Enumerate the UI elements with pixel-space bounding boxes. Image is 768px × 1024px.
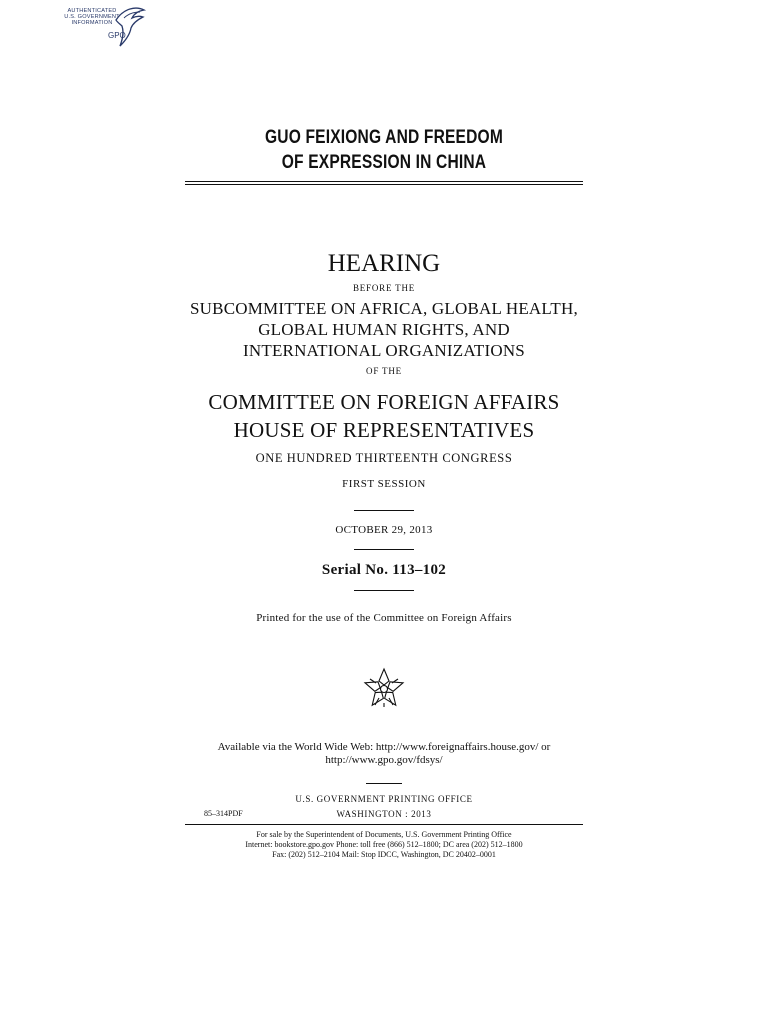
sale-line-2: Internet: bookstore.gpo.gov Phone: toll free (866) 512–1800; DC area (202) 512–1800 — [245, 840, 523, 849]
gpo-authentication-seal — [60, 4, 148, 48]
before-the: BEFORE THE — [352, 283, 416, 293]
printing-office: U.S. GOVERNMENT PRINTING OFFICE — [295, 794, 473, 804]
serial-number: Serial No. 113–102 — [321, 562, 447, 578]
sale-line-3: Fax: (202) 512–2104 Mail: Stop IDCC, Washington, DC 20402–0001 — [272, 850, 496, 859]
title-line-1: GUO FEIXIONG AND FREEDOM — [265, 127, 503, 148]
footer-rule — [185, 824, 583, 825]
session: FIRST SESSION — [342, 478, 426, 490]
title-line-2: OF EXPRESSION IN CHINA — [281, 152, 487, 173]
committee-line-1: COMMITTEE ON FOREIGN AFFAIRS — [208, 390, 560, 414]
committee-line-2: HOUSE OF REPRESENTATIVES — [233, 418, 535, 442]
title-rule-bottom — [185, 184, 583, 185]
availability-line-2: http://www.gpo.gov/fdsys/ — [325, 754, 443, 766]
sale-line-1: For sale by the Superintendent of Documents, U.S. Government Printing Office — [256, 830, 512, 839]
printed-for: Printed for the use of the Committee on Foreign Affairs — [256, 612, 512, 624]
hearing-date: OCTOBER 29, 2013 — [335, 524, 433, 536]
eagle-icon — [110, 4, 148, 48]
divider — [354, 549, 414, 550]
seal-gpo: GPO — [108, 31, 126, 40]
subcommittee-line-2: GLOBAL HUMAN RIGHTS, AND — [258, 320, 510, 339]
seal-line: AUTHENTICATED — [67, 8, 117, 14]
congress: ONE HUNDRED THIRTEENTH CONGRESS — [255, 451, 513, 465]
title-rule-top — [185, 181, 583, 182]
document-number: 85–314PDF — [204, 809, 243, 818]
divider — [366, 783, 402, 784]
divider — [354, 510, 414, 511]
subcommittee-line-1: SUBCOMMITTEE ON AFRICA, GLOBAL HEALTH, — [190, 299, 578, 318]
of-the: OF THE — [366, 366, 402, 376]
availability-line-1: Available via the World Wide Web: http://www.foreignaffairs.house.gov/ or — [217, 741, 551, 753]
seal-line: INFORMATION — [71, 20, 113, 27]
hearing-heading: HEARING — [327, 250, 441, 277]
place-year: WASHINGTON : 2013 — [336, 809, 432, 819]
flower-emblem-icon — [362, 667, 406, 711]
seal-line: U.S. GOVERNMENT — [64, 14, 120, 21]
subcommittee-line-3: INTERNATIONAL ORGANIZATIONS — [243, 341, 525, 360]
divider — [354, 590, 414, 591]
